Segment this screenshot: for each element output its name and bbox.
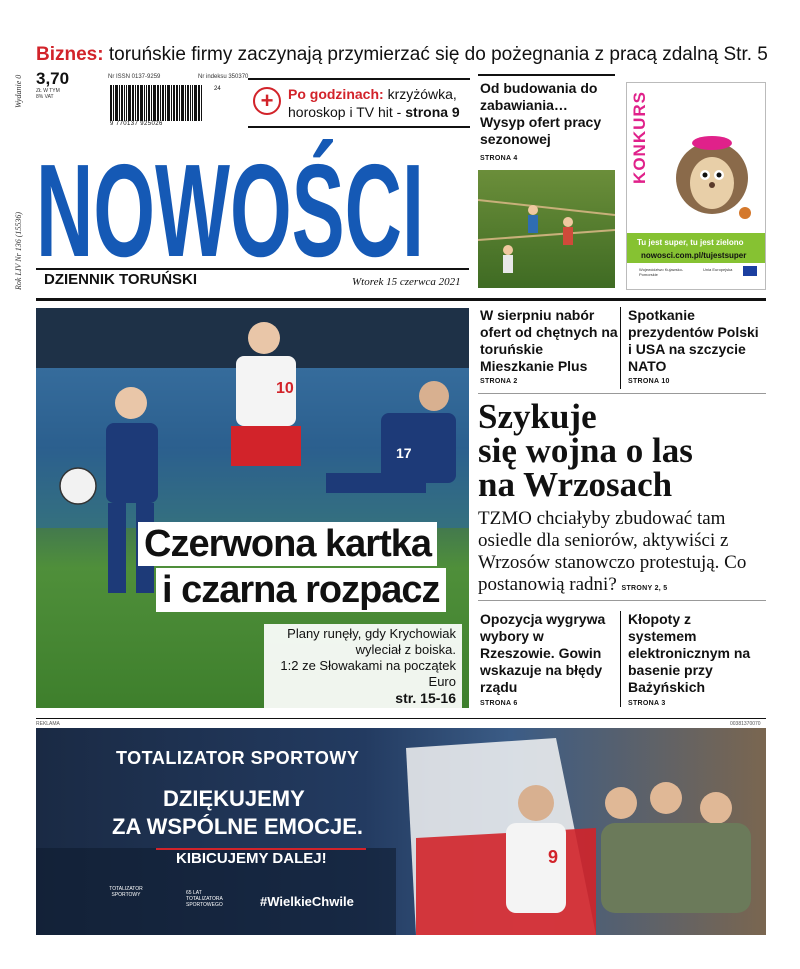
story-nato[interactable]: Spotkanie prezydentów Polski i USA na szczycie NATO	[628, 307, 759, 374]
totalizator-ad[interactable]	[36, 728, 766, 935]
caption-line-2: wyleciał z boiska.	[355, 642, 456, 657]
partner-eu: Unia Europejska	[703, 267, 733, 272]
lead-headline-line-1: Szykuje	[478, 397, 597, 436]
column-divider-bottom	[620, 611, 621, 707]
story-nato-page: STRONA 10	[628, 378, 670, 385]
ad-rule	[36, 718, 766, 719]
adventure-park-photo	[478, 170, 615, 288]
year-issue-label: Rok LIV Nr 136 (15536)	[14, 211, 23, 290]
konkurs-word: KONKURS	[630, 91, 649, 184]
slogan-part-b: tu jest zielono	[690, 238, 744, 247]
ad-line-3: KIBICUJEMY DALEJ!	[176, 850, 327, 867]
lead-headline-line-2: się wojna o las	[478, 431, 693, 470]
story-rzeszow-page: STRONA 6	[480, 700, 518, 707]
slogan-part-a: Tu jest super,	[637, 238, 688, 247]
column-divider	[620, 307, 621, 389]
ad-label-left: REKLAMA	[36, 721, 60, 727]
eu-flag-icon	[743, 266, 757, 276]
ad-logo-totalizator: TOTALIZATOR SPORTOWY	[109, 886, 143, 898]
ad-label-right: 00381370070	[730, 721, 761, 727]
lead-story-body	[478, 508, 768, 600]
masthead-date: Wtorek 15 czerwca 2021	[352, 276, 461, 288]
teaser-page: strona 9	[405, 104, 460, 120]
right-top-rule	[478, 74, 615, 76]
teaser-body: krzyżówka, horoskop i TV hit -	[288, 86, 457, 120]
main-story-photo[interactable]	[36, 308, 469, 708]
barcode-number: 9 770137 925026	[110, 121, 163, 127]
rope-park-illustration	[478, 170, 615, 288]
main-caption	[264, 624, 462, 708]
teaser-lead: Po godzinach:	[288, 86, 384, 102]
konkurs-url[interactable]: nowosci.com.pl/tujestsuper	[641, 251, 747, 260]
index-number: Nr indeksu 350370	[198, 74, 249, 80]
lead-headline-line-3: na Wrzosach	[478, 465, 673, 504]
main-story-page: str. 15-16	[395, 690, 456, 706]
top-strip-page: Str. 5	[723, 44, 768, 65]
caption-line-3: 1:2 ze Słowakami na początek Euro	[280, 658, 456, 689]
opponent-number: 17	[396, 445, 412, 461]
ad-line-2: ZA WSPÓLNE EMOCJE.	[112, 814, 363, 839]
top-strip-lead: Biznes:	[36, 44, 104, 65]
barcode-issue: 24	[214, 86, 221, 92]
konkurs-slogan	[637, 238, 744, 247]
masthead-name: DZIENNIK TORUŃSKI	[44, 271, 198, 288]
plus-icon: +	[253, 87, 281, 115]
masthead-rule	[36, 268, 469, 270]
story-rzeszow[interactable]: Opozycja wygrywa wybory w Rzeszowie. Gowin wskazuje na błędy rządu	[480, 611, 606, 695]
caption-line-1: Plany runęły, gdy Krychowiak	[287, 626, 456, 641]
story-mieszkanie-plus[interactable]: W sierpniu nabór ofert od chętnych na toruńskie Mieszkanie Plus	[480, 307, 618, 374]
story-basen-page: STRONA 3	[628, 700, 666, 707]
nowosci-logo	[36, 138, 424, 266]
price-note: ZŁ W TYM 8% VAT	[36, 88, 60, 100]
right-top-story-headline[interactable]: Od budowania do zabawiania… Wysyp ofert pracy sezonowej	[480, 80, 602, 147]
story-basen[interactable]: Kłopoty z systemem elektronicznym na basenie przy Bażyńskich	[628, 611, 751, 695]
lead-divider	[478, 600, 766, 601]
top-teaser-strip[interactable]	[36, 44, 766, 66]
ad-brand: TOTALIZATOR SPORTOWY	[116, 748, 360, 768]
hedgehog-icon	[667, 123, 757, 223]
main-headline-line-2: i czarna rozpacz	[156, 568, 446, 612]
ad-years: 65 LAT TOTALIZATORA SPORTOWEGO	[186, 890, 223, 908]
lead-body-text: TZMO chciałyby zbudować tam osiedle dla seniorów, aktywiści z Wrzosów stanowczo protestują. Co postanowią radni?	[478, 508, 747, 595]
edition-label: Wydanie 0	[14, 74, 23, 108]
lead-story-pages: STRONY 2, 5	[621, 585, 668, 592]
teaser-text	[288, 85, 468, 121]
ad-line-1: DZIĘKUJEMY	[163, 786, 305, 811]
right-top-story-page: STRONA 4	[480, 155, 518, 162]
ad-hashtag: #WielkieChwile	[260, 894, 354, 909]
main-headline-line-1: Czerwona kartka	[138, 522, 437, 566]
section-rule	[36, 298, 766, 301]
top-strip-text: toruńskie firmy zaczynają przymierzać się do pożegnania z pracą zdalną	[108, 44, 719, 65]
partner-region: Województwo Kujawsko-Pomorskie	[639, 267, 684, 277]
story-divider	[478, 393, 766, 394]
story-mieszkanie-plus-page: STRONA 2	[480, 378, 518, 385]
price: 3,70	[36, 69, 70, 88]
konkurs-ad[interactable]	[626, 82, 766, 290]
logo-text: NOWOŚCI	[36, 138, 424, 266]
issn: Nr ISSN 0137-9259	[108, 74, 161, 80]
ad-jersey-number: 9	[548, 847, 559, 867]
lead-story-headline[interactable]	[478, 397, 768, 504]
player-number: 10	[276, 380, 294, 397]
barcode	[110, 85, 228, 121]
